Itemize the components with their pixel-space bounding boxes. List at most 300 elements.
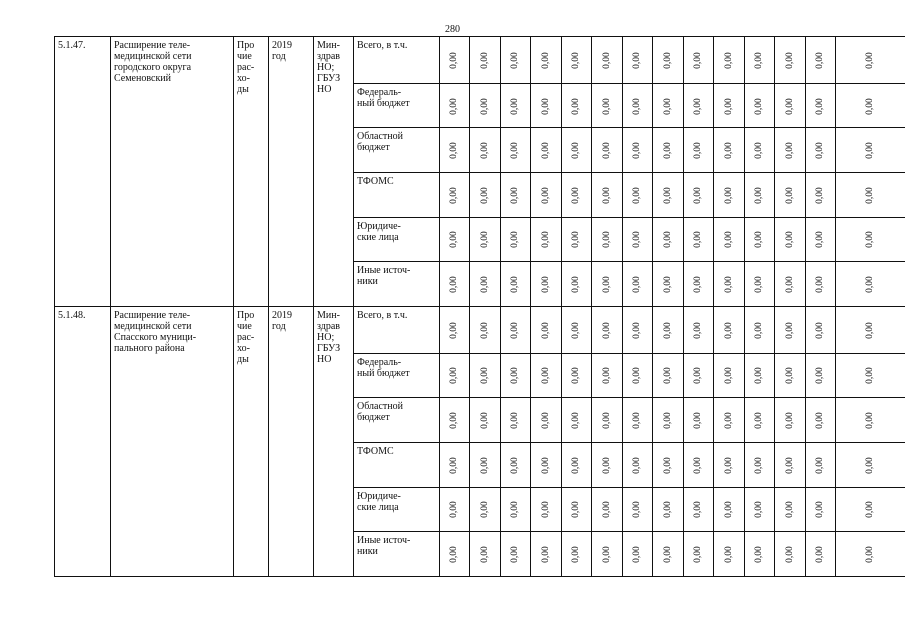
value-cell [714, 398, 745, 443]
value-text: 0,00 [540, 546, 551, 563]
value-cell [470, 398, 501, 443]
value-text: 0,00 [479, 367, 490, 385]
item-code: 5.1.48. [58, 309, 86, 321]
funding-source-label: ТФОМС [357, 445, 394, 457]
value-text: 0,00 [479, 187, 490, 204]
value-cell [531, 217, 562, 262]
funding-source-label: Областной бюджет [357, 401, 404, 424]
value-cell [806, 442, 836, 487]
funding-source-cell [354, 353, 440, 398]
value-text: 0,00 [693, 546, 703, 563]
value-text: 0,00 [601, 322, 612, 339]
value-cell [470, 83, 501, 128]
value-cell [714, 442, 745, 487]
funding-source-cell [354, 487, 440, 532]
value-text: 0,00 [723, 367, 734, 385]
value-text: 0,00 [662, 276, 673, 293]
value-cell [745, 398, 775, 443]
funding-source-cell [354, 306, 440, 353]
value-text: 0,00 [601, 546, 612, 563]
value-text: 0,00 [632, 501, 642, 519]
value-cell [470, 173, 501, 218]
value-cell [470, 128, 501, 173]
value-text: 0,00 [449, 322, 459, 339]
value-text: 0,00 [540, 412, 551, 429]
value-cell [714, 37, 745, 84]
funding-source-label: Иные источ- ники [357, 265, 411, 288]
value-text: 0,00 [540, 456, 551, 474]
funding-source-cell [354, 37, 440, 84]
value-cell [501, 487, 531, 532]
value-text: 0,00 [479, 231, 490, 249]
value-cell [714, 262, 745, 307]
value-cell [836, 306, 905, 353]
value-cell [653, 128, 684, 173]
value-text: 0,00 [815, 501, 825, 519]
value-cell [745, 173, 775, 218]
value-text: 0,00 [510, 142, 520, 159]
value-cell [501, 128, 531, 173]
value-cell [562, 306, 592, 353]
value-text: 0,00 [865, 501, 875, 519]
item-executor-cell [314, 37, 354, 307]
value-cell [501, 217, 531, 262]
value-cell [592, 37, 623, 84]
value-cell [836, 398, 905, 443]
value-text: 0,00 [662, 367, 673, 385]
value-cell [501, 353, 531, 398]
value-cell [684, 487, 714, 532]
item-name-cell [111, 306, 234, 576]
value-text: 0,00 [784, 367, 795, 385]
value-text: 0,00 [754, 546, 764, 563]
value-text: 0,00 [632, 231, 642, 249]
value-cell [440, 128, 470, 173]
value-cell [623, 398, 653, 443]
budget-table [54, 36, 905, 577]
value-text: 0,00 [865, 231, 875, 249]
value-cell [592, 306, 623, 353]
value-cell [501, 37, 531, 84]
value-text: 0,00 [723, 322, 734, 339]
value-cell [562, 173, 592, 218]
value-cell [836, 353, 905, 398]
item-name-cell [111, 37, 234, 307]
value-cell [623, 442, 653, 487]
value-cell [806, 532, 836, 577]
item-code-cell [55, 306, 111, 576]
value-text: 0,00 [662, 456, 673, 474]
value-text: 0,00 [662, 501, 673, 519]
value-cell [440, 353, 470, 398]
value-text: 0,00 [479, 501, 490, 519]
value-text: 0,00 [865, 142, 875, 159]
value-text: 0,00 [601, 187, 612, 204]
value-cell [562, 217, 592, 262]
value-text: 0,00 [632, 52, 642, 69]
funding-source-label: Юридиче- ские лица [357, 490, 401, 513]
value-cell [440, 532, 470, 577]
value-text: 0,00 [540, 501, 551, 519]
value-cell [592, 442, 623, 487]
value-cell [684, 37, 714, 84]
value-cell [684, 442, 714, 487]
value-text: 0,00 [479, 546, 490, 563]
funding-source-label: Всего, в т.ч. [357, 40, 408, 51]
funding-source-cell [354, 128, 440, 173]
value-cell [562, 532, 592, 577]
value-cell [775, 532, 806, 577]
value-cell [592, 487, 623, 532]
funding-source-label: Областной бюджет [357, 131, 404, 154]
value-cell [714, 217, 745, 262]
value-text: 0,00 [479, 142, 490, 159]
value-text: 0,00 [540, 187, 551, 204]
value-cell [501, 83, 531, 128]
value-cell [714, 128, 745, 173]
value-cell [531, 306, 562, 353]
item-year-cell [269, 306, 314, 576]
value-cell [745, 262, 775, 307]
value-text: 0,00 [723, 546, 734, 563]
item-year: 2019 год [272, 309, 292, 332]
funding-source-cell [354, 532, 440, 577]
value-cell [836, 532, 905, 577]
value-text: 0,00 [540, 367, 551, 385]
value-text: 0,00 [815, 456, 825, 474]
value-cell [623, 83, 653, 128]
value-text: 0,00 [510, 501, 520, 519]
value-text: 0,00 [571, 231, 581, 249]
value-text: 0,00 [601, 52, 612, 69]
value-text: 0,00 [723, 231, 734, 249]
item-name: Расширение теле- медицинской сети городского округа Семеновский [114, 40, 192, 84]
value-text: 0,00 [815, 97, 825, 115]
page-number: 280 [445, 24, 460, 35]
value-text: 0,00 [865, 412, 875, 429]
value-cell [653, 173, 684, 218]
value-text: 0,00 [815, 367, 825, 385]
value-cell [592, 83, 623, 128]
value-cell [684, 173, 714, 218]
value-cell [836, 83, 905, 128]
value-text: 0,00 [815, 142, 825, 159]
funding-source-cell [354, 173, 440, 218]
value-cell [592, 217, 623, 262]
value-text: 0,00 [723, 52, 734, 69]
value-text: 0,00 [449, 187, 459, 204]
value-text: 0,00 [449, 142, 459, 159]
value-text: 0,00 [571, 501, 581, 519]
value-text: 0,00 [693, 501, 703, 519]
item-year: 2019 год [272, 40, 292, 62]
value-text: 0,00 [662, 52, 673, 69]
value-cell [775, 353, 806, 398]
value-text: 0,00 [632, 187, 642, 204]
value-text: 0,00 [540, 97, 551, 115]
value-cell [806, 353, 836, 398]
value-text: 0,00 [723, 276, 734, 293]
value-text: 0,00 [510, 231, 520, 249]
value-cell [806, 306, 836, 353]
value-text: 0,00 [784, 231, 795, 249]
value-text: 0,00 [723, 142, 734, 159]
value-text: 0,00 [449, 456, 459, 474]
value-text: 0,00 [662, 187, 673, 204]
value-text: 0,00 [601, 231, 612, 249]
value-cell [653, 37, 684, 84]
value-text: 0,00 [815, 276, 825, 293]
value-cell [501, 306, 531, 353]
value-text: 0,00 [784, 322, 795, 339]
value-cell [836, 442, 905, 487]
value-text: 0,00 [571, 97, 581, 115]
value-text: 0,00 [784, 412, 795, 429]
value-text: 0,00 [571, 456, 581, 474]
value-text: 0,00 [723, 97, 734, 115]
value-text: 0,00 [754, 412, 764, 429]
value-text: 0,00 [784, 142, 795, 159]
value-cell [623, 487, 653, 532]
value-text: 0,00 [662, 97, 673, 115]
value-text: 0,00 [510, 546, 520, 563]
value-cell [684, 398, 714, 443]
value-text: 0,00 [510, 276, 520, 293]
item-executor: Мин- здрав НО; ГБУЗ НО [317, 309, 341, 365]
value-cell [684, 83, 714, 128]
value-text: 0,00 [540, 276, 551, 293]
value-cell [836, 37, 905, 84]
value-text: 0,00 [510, 52, 520, 69]
value-text: 0,00 [865, 367, 875, 385]
value-text: 0,00 [540, 142, 551, 159]
expense-type-cell [234, 37, 269, 307]
value-text: 0,00 [723, 187, 734, 204]
value-cell [653, 487, 684, 532]
value-text: 0,00 [449, 546, 459, 563]
value-text: 0,00 [540, 322, 551, 339]
value-cell [470, 262, 501, 307]
value-text: 0,00 [865, 97, 875, 115]
value-cell [836, 487, 905, 532]
value-text: 0,00 [510, 187, 520, 204]
table-row [55, 37, 905, 84]
value-cell [714, 83, 745, 128]
funding-source-cell [354, 83, 440, 128]
value-text: 0,00 [693, 456, 703, 474]
value-cell [684, 353, 714, 398]
item-executor: Мин- здрав НО; ГБУЗ НО [317, 40, 341, 95]
value-cell [562, 83, 592, 128]
value-text: 0,00 [601, 142, 612, 159]
value-text: 0,00 [601, 276, 612, 293]
value-cell [501, 398, 531, 443]
item-name: Расширение теле- медицинской сети Спасского муници- пального района [114, 309, 197, 354]
value-cell [562, 128, 592, 173]
value-cell [623, 306, 653, 353]
value-cell [531, 128, 562, 173]
value-cell [684, 128, 714, 173]
value-text: 0,00 [571, 367, 581, 385]
value-text: 0,00 [571, 52, 581, 69]
value-cell [653, 262, 684, 307]
value-cell [653, 306, 684, 353]
value-text: 0,00 [601, 412, 612, 429]
value-cell [806, 398, 836, 443]
value-text: 0,00 [784, 276, 795, 293]
value-text: 0,00 [510, 412, 520, 429]
value-cell [440, 398, 470, 443]
value-cell [775, 173, 806, 218]
value-cell [470, 353, 501, 398]
value-cell [714, 353, 745, 398]
value-cell [745, 128, 775, 173]
value-text: 0,00 [479, 456, 490, 474]
value-text: 0,00 [815, 546, 825, 563]
value-cell [684, 532, 714, 577]
value-text: 0,00 [632, 142, 642, 159]
value-cell [623, 128, 653, 173]
value-text: 0,00 [693, 367, 703, 385]
value-text: 0,00 [662, 231, 673, 249]
value-cell [531, 83, 562, 128]
value-cell [592, 532, 623, 577]
value-text: 0,00 [510, 97, 520, 115]
value-text: 0,00 [754, 322, 764, 339]
value-text: 0,00 [815, 231, 825, 249]
value-text: 0,00 [723, 501, 734, 519]
funding-source-label: Федераль- ный бюджет [357, 356, 410, 379]
value-text: 0,00 [754, 187, 764, 204]
value-text: 0,00 [571, 187, 581, 204]
value-cell [592, 128, 623, 173]
value-cell [440, 306, 470, 353]
funding-source-label: Иные источ- ники [357, 535, 411, 558]
value-text: 0,00 [693, 412, 703, 429]
item-executor-cell [314, 306, 354, 576]
value-cell [653, 217, 684, 262]
value-cell [684, 306, 714, 353]
value-cell [501, 173, 531, 218]
value-text: 0,00 [693, 142, 703, 159]
value-text: 0,00 [815, 412, 825, 429]
value-text: 0,00 [865, 546, 875, 563]
value-text: 0,00 [571, 546, 581, 563]
value-text: 0,00 [754, 142, 764, 159]
value-text: 0,00 [754, 456, 764, 474]
value-cell [623, 173, 653, 218]
value-text: 0,00 [865, 322, 875, 339]
value-cell [562, 262, 592, 307]
value-cell [440, 173, 470, 218]
value-text: 0,00 [510, 367, 520, 385]
funding-source-label: ТФОМС [357, 176, 394, 187]
value-text: 0,00 [449, 501, 459, 519]
value-cell [470, 532, 501, 577]
value-text: 0,00 [784, 52, 795, 69]
funding-source-cell [354, 217, 440, 262]
value-cell [684, 217, 714, 262]
value-cell [806, 83, 836, 128]
value-cell [836, 173, 905, 218]
value-text: 0,00 [632, 322, 642, 339]
value-text: 0,00 [723, 412, 734, 429]
value-cell [745, 442, 775, 487]
value-text: 0,00 [449, 367, 459, 385]
value-cell [745, 353, 775, 398]
value-cell [470, 217, 501, 262]
value-cell [775, 487, 806, 532]
value-text: 0,00 [815, 322, 825, 339]
value-text: 0,00 [754, 231, 764, 249]
value-cell [806, 173, 836, 218]
expense-type-cell [234, 306, 269, 576]
value-text: 0,00 [449, 231, 459, 249]
value-cell [745, 487, 775, 532]
value-text: 0,00 [632, 456, 642, 474]
value-cell [623, 217, 653, 262]
value-text: 0,00 [815, 52, 825, 69]
value-text: 0,00 [784, 187, 795, 204]
value-cell [440, 262, 470, 307]
value-cell [501, 442, 531, 487]
value-cell [714, 487, 745, 532]
value-cell [531, 487, 562, 532]
value-text: 0,00 [571, 142, 581, 159]
value-cell [501, 532, 531, 577]
value-cell [531, 442, 562, 487]
funding-source-cell [354, 442, 440, 487]
value-text: 0,00 [632, 276, 642, 293]
value-text: 0,00 [693, 97, 703, 115]
value-text: 0,00 [632, 97, 642, 115]
value-text: 0,00 [510, 322, 520, 339]
value-text: 0,00 [662, 142, 673, 159]
funding-source-cell [354, 398, 440, 443]
value-cell [501, 262, 531, 307]
value-cell [806, 217, 836, 262]
value-cell [592, 353, 623, 398]
value-text: 0,00 [754, 367, 764, 385]
value-cell [440, 217, 470, 262]
value-cell [470, 442, 501, 487]
value-text: 0,00 [571, 412, 581, 429]
value-text: 0,00 [754, 276, 764, 293]
value-text: 0,00 [449, 412, 459, 429]
value-cell [684, 262, 714, 307]
value-cell [745, 217, 775, 262]
value-cell [745, 532, 775, 577]
value-text: 0,00 [601, 501, 612, 519]
value-text: 0,00 [865, 187, 875, 204]
value-cell [745, 83, 775, 128]
value-text: 0,00 [754, 52, 764, 69]
value-cell [653, 83, 684, 128]
value-cell [775, 442, 806, 487]
value-cell [562, 487, 592, 532]
value-text: 0,00 [693, 276, 703, 293]
value-cell [531, 532, 562, 577]
value-cell [470, 487, 501, 532]
table-body [55, 37, 905, 577]
value-cell [775, 306, 806, 353]
value-cell [531, 37, 562, 84]
value-text: 0,00 [754, 97, 764, 115]
value-cell [623, 353, 653, 398]
funding-source-label: Всего, в т.ч. [357, 309, 408, 321]
value-cell [745, 306, 775, 353]
value-text: 0,00 [510, 456, 520, 474]
